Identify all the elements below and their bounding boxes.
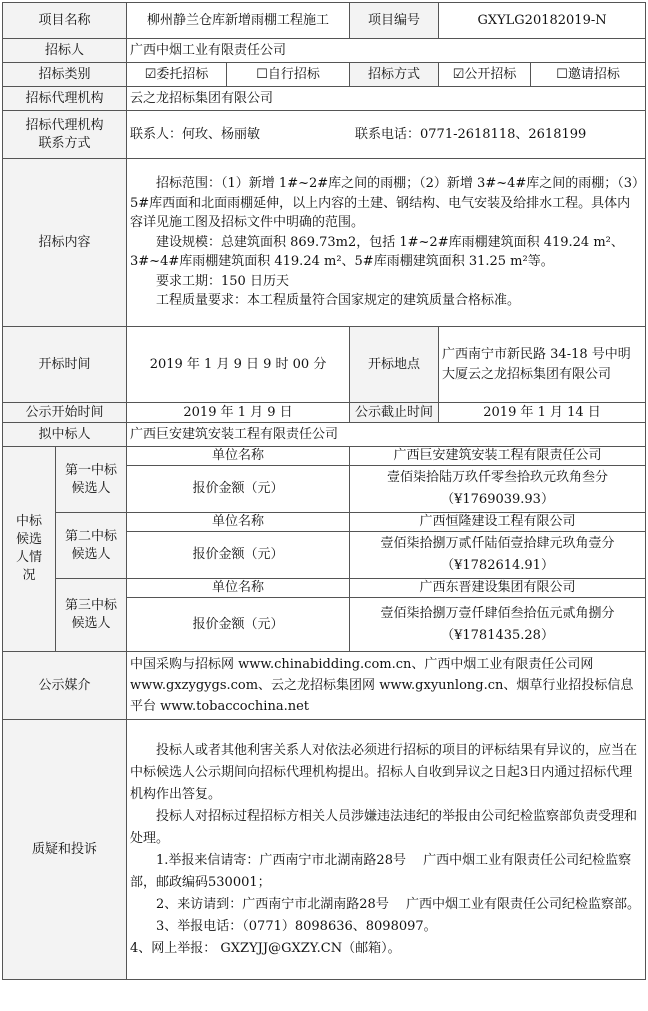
- publicity-start-label: 公示开始时间: [3, 403, 127, 423]
- row-project: [3, 3, 646, 39]
- open-place: 广西南宁市新民路 34-18 号中明大厦云之龙招标集团有限公司: [439, 327, 646, 403]
- candidate-1-price-num: （¥1769039.93）: [441, 492, 554, 507]
- candidate-1-price-label: 报价金额（元）: [127, 466, 350, 513]
- row-complaint: [3, 720, 646, 980]
- tender-category-self: ☐自行招标: [227, 63, 350, 87]
- candidate-2-price-label: 报价金额（元）: [127, 532, 350, 579]
- agency-contact-label: 招标代理机构 联系方式: [3, 111, 127, 159]
- complaint-online: 4、网上举报： GXZYJJ@GXZY.CN（邮箱）。: [130, 940, 401, 956]
- content-body: [127, 159, 646, 327]
- agency-contact-person: 联系人：何玫、杨丽敏: [130, 126, 261, 142]
- candidate-2-rank: 第二中标候选人: [56, 513, 127, 579]
- row-media: [3, 652, 646, 720]
- project-name-label: 项目名称: [3, 3, 127, 39]
- row-content: [3, 159, 646, 327]
- candidate-2-unit-label: 单位名称: [127, 513, 350, 532]
- content-scope: 招标范围：（1）新增 1#~2#库之间的雨棚；（2）新增 3#~4#库之间的雨棚；（3）5#库西面和北面雨棚延伸，以上内容的土建、钢结构、电气安装及给排水工程。具体内容详见施工图及招标文件中明确的范围。: [130, 176, 639, 231]
- candidate-3-name-row: [3, 579, 646, 598]
- content-quality: 工程质量要求：本工程质量符合国家规定的建筑质量合格标准。: [156, 293, 521, 309]
- candidate-1-price-words: 壹佰柒拾陆万玖仟零叁拾玖元玖角叁分: [387, 470, 609, 485]
- candidate-2-price: [350, 532, 646, 579]
- agency-contact-phone: 联系电话：0771-2618118、2618199: [355, 126, 587, 142]
- bid-notice-table: [2, 2, 646, 980]
- row-publicity: [3, 403, 646, 423]
- content-scale: 建设规模：总建筑面积 869.73m2，包括 1#~2#库雨棚建筑面积 419.24 m²、3#~4#库雨棚建筑面积 419.24 m²、5#库雨棚建筑面积 31.25 m²等。: [130, 234, 624, 270]
- candidate-2-price-words: 壹佰柒拾捌万贰仟陆佰壹拾肆元玖角壹分: [380, 536, 615, 551]
- content-label: 招标内容: [3, 159, 127, 327]
- tender-method-invite: ☐邀请招标: [531, 63, 646, 87]
- open-place-label: 开标地点: [350, 327, 439, 403]
- complaint-body: [127, 720, 646, 980]
- candidate-2-name-row: [3, 513, 646, 532]
- candidate-3-name: 广西东晋建设集团有限公司: [350, 579, 646, 598]
- row-tenderer: [3, 39, 646, 63]
- candidate-1-price: [350, 466, 646, 513]
- proposed-winner-label: 拟中标人: [3, 423, 127, 447]
- open-time: 2019 年 1 月 9 日 9 时 00 分: [127, 327, 350, 403]
- publicity-end-label: 公示截止时间: [350, 403, 439, 423]
- project-no: GXYLG20182019-N: [439, 3, 646, 39]
- row-agency: [3, 87, 646, 111]
- complaint-label: 质疑和投诉: [3, 720, 127, 980]
- publicity-start: 2019 年 1 月 9 日: [127, 403, 350, 423]
- media: 中国采购与招标网 www.chinabidding.com.cn、广西中烟工业有限责任公司网 www.gxzygygs.com、云之龙招标集团网 www.gxyunlong.cn、烟草行业招投标信息平台 www.tobaccochina.net: [127, 652, 646, 720]
- complaint-phone: 3、举报电话：（0771）8098636、8098097。: [156, 918, 437, 934]
- tenderer: 广西中烟工业有限责任公司: [127, 39, 646, 63]
- row-agency-contact: [3, 111, 646, 159]
- row-category: [3, 63, 646, 87]
- candidate-3-price: [350, 598, 646, 652]
- project-no-label: 项目编号: [350, 3, 439, 39]
- candidate-1-name-row: [3, 447, 646, 466]
- tender-method-label: 招标方式: [350, 63, 439, 87]
- agency: 云之龙招标集团有限公司: [127, 87, 646, 111]
- open-time-label: 开标时间: [3, 327, 127, 403]
- candidate-1-name: 广西巨安建筑安装工程有限责任公司: [350, 447, 646, 466]
- candidate-2-name: 广西恒隆建设工程有限公司: [350, 513, 646, 532]
- candidate-1-rank: 第一中标候选人: [56, 447, 127, 513]
- agency-label: 招标代理机构: [3, 87, 127, 111]
- candidate-3-price-words: 壹佰柒拾捌万壹仟肆佰叁拾伍元贰角捌分: [380, 605, 615, 621]
- candidate-3-price-num: （¥1781435.28）: [441, 627, 554, 643]
- notice-document: [2, 2, 645, 980]
- tenderer-label: 招标人: [3, 39, 127, 63]
- tender-method-open: ☑公开招标: [439, 63, 531, 87]
- complaint-mail: 1.举报来信请寄：广西南宁市北湖南路28号 广西中烟工业有限责任公司纪检监察部，邮政编码530001；: [130, 852, 632, 890]
- proposed-winner: 广西巨安建筑安装工程有限责任公司: [127, 423, 646, 447]
- candidate-3-price-label: 报价金额（元）: [127, 598, 350, 652]
- candidate-3-unit-label: 单位名称: [127, 579, 350, 598]
- candidate-1-unit-label: 单位名称: [127, 447, 350, 466]
- agency-contact: [127, 111, 646, 159]
- row-proposed-winner: [3, 423, 646, 447]
- complaint-report-scope: 投标人对招标过程招标方相关人员涉嫌违法违纪的举报由公司纪检监察部负责受理和处理。: [130, 808, 638, 846]
- candidate-2-price-num: （¥1782614.91）: [441, 558, 554, 573]
- tender-category-label: 招标类别: [3, 63, 127, 87]
- candidate-3-rank: 第三中标候选人: [56, 579, 127, 652]
- publicity-end: 2019 年 1 月 14 日: [439, 403, 646, 423]
- row-opening: [3, 327, 646, 403]
- project-name: 柳州静兰仓库新增雨棚工程施工: [127, 3, 350, 39]
- content-duration: 要求工期：150 日历天: [156, 273, 289, 289]
- candidates-label: 中标候选人情况: [3, 447, 56, 652]
- tender-category-entrusted: ☑委托招标: [127, 63, 227, 87]
- complaint-objection: 投标人或者其他利害关系人对依法必须进行招标的项目的评标结果有异议的，应当在中标候选人公示期间向招标代理机构提出。招标人自收到异议之日起3日内通过招标代理机构作出答复。: [130, 742, 638, 802]
- complaint-visit: 2、来访请到：广西南宁市北湖南路28号 广西中烟工业有限责任公司纪检监察部。: [156, 896, 640, 912]
- media-label: 公示媒介: [3, 652, 127, 720]
